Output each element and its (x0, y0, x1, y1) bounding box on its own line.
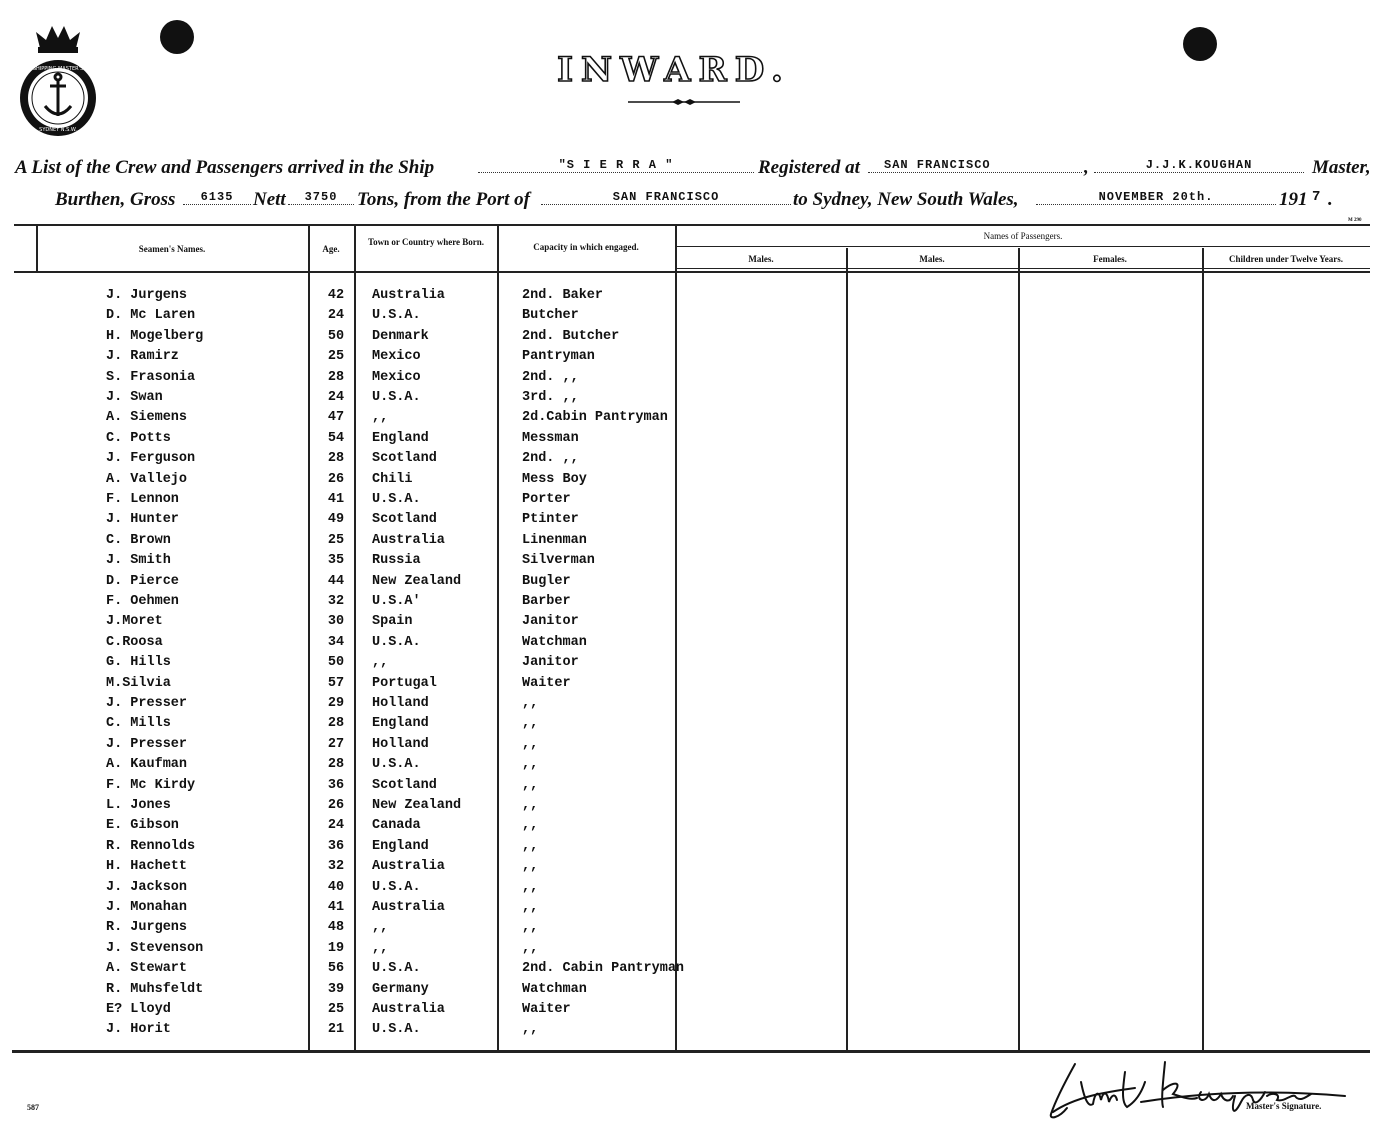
crew-name: E. Gibson (106, 818, 179, 834)
crew-name: A. Vallejo (106, 471, 188, 487)
crew-birthplace: Russia (372, 553, 421, 569)
crew-birthplace: Australia (372, 859, 445, 875)
crew-birthplace: Australia (372, 288, 445, 303)
crew-birthplace: Scotland (372, 451, 437, 467)
crew-age: 24 (327, 818, 345, 834)
crew-capacity: ,, (522, 696, 539, 711)
subheader-rule (676, 268, 1370, 269)
crew-age: 28 (327, 757, 345, 773)
crew-birthplace: U.S.A' (372, 594, 421, 609)
crew-birthplace: England (372, 716, 429, 732)
crew-age: 30 (327, 614, 345, 630)
crew-capacity: ,, (522, 1022, 539, 1038)
crew-age: 41 (327, 492, 345, 507)
table-row (0, 512, 1383, 532)
table-row (0, 961, 1383, 981)
punch-hole-left (160, 20, 194, 54)
nett-tonnage-field: 3750 (288, 190, 354, 205)
table-row (0, 349, 1383, 369)
crew-age: 47 (327, 410, 345, 426)
crew-capacity: Watchman (522, 981, 587, 997)
crew-name: J. Presser (106, 696, 188, 711)
crew-capacity: 2nd. ,, (522, 451, 579, 467)
crew-name: J. Presser (106, 736, 188, 752)
crew-age: 48 (327, 920, 345, 936)
crew-capacity: Waiter (522, 675, 571, 691)
departure-port-field: SAN FRANCISCO (541, 190, 791, 205)
table-row (0, 390, 1383, 410)
crew-birthplace: ,, (372, 655, 389, 671)
crew-birthplace: ,, (372, 940, 389, 956)
crew-age: 28 (327, 451, 345, 467)
crew-age: 28 (327, 716, 345, 732)
crew-age: 50 (327, 655, 345, 671)
table-row (0, 308, 1383, 328)
crew-birthplace: Mexico (372, 369, 421, 385)
crew-name: R. Rennolds (106, 838, 196, 854)
crew-capacity: 2nd. Baker (522, 288, 604, 303)
crew-birthplace: ,, (372, 410, 389, 426)
table-row (0, 716, 1383, 736)
crew-capacity: ,, (522, 736, 539, 752)
crew-capacity: ,, (522, 757, 539, 773)
crew-age: 41 (327, 900, 345, 915)
table-row (0, 737, 1383, 757)
crew-name: G. Hills (106, 655, 171, 671)
crew-age: 49 (327, 512, 345, 528)
crew-birthplace: Scotland (372, 512, 437, 528)
crew-name: J. Swan (106, 390, 163, 405)
crew-capacity: ,, (522, 798, 539, 813)
table-row (0, 1022, 1383, 1042)
crew-name: H. Hachett (106, 859, 188, 875)
crew-capacity: ,, (522, 920, 539, 936)
crew-capacity: ,, (522, 838, 539, 854)
table-row (0, 941, 1383, 961)
crew-capacity: Messman (522, 430, 579, 446)
tons-port-label: Tons, from the Port of (357, 189, 530, 210)
table-row (0, 472, 1383, 492)
table-row (0, 1002, 1383, 1022)
crew-name: E? Lloyd (106, 1002, 171, 1017)
crew-capacity: Porter (522, 492, 571, 507)
crew-age: 25 (327, 349, 345, 365)
crew-age: 26 (327, 471, 345, 487)
crew-name: A. Stewart (106, 961, 188, 977)
form-number: 587 (27, 1103, 39, 1112)
crew-capacity: ,, (522, 859, 539, 875)
crew-name: R. Muhsfeldt (106, 981, 204, 997)
table-row (0, 982, 1383, 1002)
crew-birthplace: England (372, 430, 429, 446)
crew-name: J. Smith (106, 553, 171, 569)
svg-text:SHIPPING MASTER'S: SHIPPING MASTER'S (32, 66, 84, 72)
master-label: Master, (1312, 157, 1371, 178)
header-line1-prefix: A List of the Crew and Passengers arrived in the Ship (15, 157, 435, 178)
crew-birthplace: Mexico (372, 349, 421, 365)
crew-birthplace: Holland (372, 696, 429, 711)
crew-age: 35 (327, 553, 345, 569)
arrival-date-field: NOVEMBER 20th. (1036, 190, 1276, 205)
crew-name: A. Kaufman (106, 757, 188, 773)
col-header-children: Children under Twelve Years. (1228, 254, 1343, 264)
table-row (0, 431, 1383, 451)
crew-birthplace: U.S.A. (372, 757, 421, 773)
crew-birthplace: New Zealand (372, 798, 462, 813)
table-row (0, 574, 1383, 594)
table-row (0, 410, 1383, 430)
crew-birthplace: Scotland (372, 777, 437, 793)
crew-name: J. Ramirz (106, 349, 179, 365)
crew-age: 21 (327, 1022, 345, 1038)
table-row (0, 614, 1383, 634)
crew-age: 26 (327, 798, 345, 813)
table-row (0, 676, 1383, 696)
crew-age: 34 (327, 634, 345, 650)
crew-birthplace: Australia (372, 1002, 445, 1017)
crew-capacity: ,, (522, 777, 539, 793)
crew-name: J. Ferguson (106, 451, 196, 467)
table-row (0, 655, 1383, 675)
crew-birthplace: Australia (372, 900, 445, 915)
crew-name: D. Pierce (106, 573, 179, 589)
crew-name: C. Brown (106, 532, 171, 548)
crew-capacity: Waiter (522, 1002, 571, 1017)
col-header-born: Town or Country where Born. (367, 237, 485, 247)
crew-capacity: Ptinter (522, 512, 579, 528)
form-title: INWARD. (557, 50, 791, 90)
table-top-rule (14, 224, 1370, 226)
table-row (0, 778, 1383, 798)
crew-age: 36 (327, 838, 345, 854)
crew-birthplace: U.S.A. (372, 961, 421, 977)
crew-capacity: 2nd. Butcher (522, 328, 620, 344)
crew-capacity: ,, (522, 940, 539, 956)
crew-name: J. Jurgens (106, 288, 188, 303)
crew-birthplace: U.S.A. (372, 879, 421, 895)
crew-name: L. Jones (106, 798, 171, 813)
col-header-capacity: Capacity in which engaged. (533, 242, 639, 252)
ship-name-field: "S I E R R A " (478, 158, 754, 173)
table-row (0, 370, 1383, 390)
crew-birthplace: Australia (372, 532, 445, 548)
crew-name: J. Stevenson (106, 940, 204, 956)
table-row (0, 451, 1383, 471)
crew-age: 39 (327, 981, 345, 997)
crew-age: 42 (327, 288, 345, 303)
nett-label: Nett (253, 189, 286, 210)
crew-age: 25 (327, 532, 345, 548)
crew-age: 32 (327, 859, 345, 875)
header-bottom-rule (14, 271, 1370, 273)
crew-birthplace: Holland (372, 736, 429, 752)
crew-birthplace: U.S.A. (372, 492, 421, 507)
burthen-label: Burthen, Gross (55, 189, 176, 210)
crew-name: M.Silvia (106, 675, 171, 691)
table-row (0, 329, 1383, 349)
crew-name: F. Oehmen (106, 594, 179, 609)
crew-capacity: ,, (522, 900, 539, 915)
crew-birthplace: England (372, 838, 429, 854)
crew-age: 24 (327, 390, 345, 405)
crew-age: 44 (327, 573, 345, 589)
registered-port-field: SAN FRANCISCO (868, 158, 1082, 173)
crew-age: 56 (327, 961, 345, 977)
crew-birthplace: U.S.A. (372, 634, 421, 650)
signature-label: Master's Signature. (1246, 1101, 1322, 1111)
crew-capacity: Barber (522, 594, 571, 609)
col-header-females: Females. (1093, 254, 1127, 264)
table-row (0, 818, 1383, 838)
crew-name: F. Lennon (106, 492, 179, 507)
registered-label: Registered at (758, 157, 860, 178)
gross-tonnage-field: 6135 (183, 190, 251, 205)
table-row (0, 880, 1383, 900)
crew-capacity: Bugler (522, 573, 571, 589)
crew-capacity: ,, (522, 716, 539, 732)
col-header-seamen: Seamen's Names. (138, 244, 206, 254)
crew-age: 57 (327, 675, 345, 691)
table-row (0, 920, 1383, 940)
crew-age: 40 (327, 879, 345, 895)
crew-capacity: ,, (522, 818, 539, 834)
master-name-field: J.J.K.KOUGHAN (1094, 158, 1304, 173)
crew-birthplace: ,, (372, 920, 389, 936)
crew-age: 24 (327, 308, 345, 324)
table-row (0, 492, 1383, 512)
crew-age: 28 (327, 369, 345, 385)
master-signature-handwritten (1045, 1052, 1350, 1122)
crew-name: A. Siemens (106, 410, 188, 426)
crew-capacity: 3rd. ,, (522, 390, 579, 405)
crew-age: 25 (327, 1002, 345, 1017)
crew-age: 54 (327, 430, 345, 446)
crew-capacity: 2nd. ,, (522, 369, 579, 385)
crew-birthplace: New Zealand (372, 573, 462, 589)
crew-birthplace: Portugal (372, 675, 437, 691)
crew-name: J. Monahan (106, 900, 188, 915)
crew-birthplace: Denmark (372, 328, 429, 344)
crew-age: 27 (327, 736, 345, 752)
form-code: M 290 (1348, 218, 1362, 223)
crew-age: 50 (327, 328, 345, 344)
title-ornament (628, 98, 740, 106)
crew-capacity: Janitor (522, 614, 579, 630)
year-prefix: 191 (1279, 189, 1308, 210)
crew-birthplace: U.S.A. (372, 1022, 421, 1038)
col-header-males1: Males. (748, 254, 774, 264)
year-suffix: 7 (1312, 189, 1321, 205)
svg-text:SYDNEY N.S.W.: SYDNEY N.S.W. (39, 127, 77, 133)
crew-age: 36 (327, 777, 345, 793)
table-row (0, 798, 1383, 818)
crew-name: J. Horit (106, 1022, 171, 1038)
crew-birthplace: U.S.A. (372, 308, 421, 324)
table-row (0, 635, 1383, 655)
crew-name: F. Mc Kirdy (106, 777, 196, 793)
passenger-header-rule (676, 246, 1370, 247)
crew-capacity: Silverman (522, 553, 595, 569)
crew-name: R. Jurgens (106, 920, 188, 936)
col-header-age: Age. (322, 244, 340, 254)
crew-capacity: Linenman (522, 532, 587, 548)
col-header-males2: Males. (919, 254, 945, 264)
crew-birthplace: Germany (372, 981, 429, 997)
crew-name: J. Jackson (106, 879, 188, 895)
table-row (0, 696, 1383, 716)
destination-label: to Sydney, New South Wales, (793, 189, 1019, 210)
crew-age: 29 (327, 696, 345, 711)
crew-name: D. Mc Laren (106, 308, 196, 324)
crew-capacity: 2d.Cabin Pantryman (522, 410, 668, 426)
crew-name: C. Mills (106, 716, 171, 732)
table-row (0, 288, 1383, 308)
crew-birthplace: Canada (372, 818, 421, 834)
crew-capacity: 2nd. Cabin Pantryman (522, 961, 685, 977)
crew-birthplace: Chili (372, 471, 413, 487)
crew-age: 19 (327, 940, 345, 956)
crew-capacity: ,, (522, 879, 539, 895)
header-period: . (1328, 189, 1333, 210)
col-header-passengers: Names of Passengers. (983, 231, 1063, 241)
crew-birthplace: Spain (372, 614, 413, 630)
table-row (0, 553, 1383, 573)
crew-name: J.Moret (106, 614, 163, 630)
crew-capacity: Watchman (522, 634, 587, 650)
crew-name: C. Potts (106, 430, 171, 446)
crew-birthplace: U.S.A. (372, 390, 421, 405)
table-row (0, 757, 1383, 777)
table-row (0, 900, 1383, 920)
crew-name: S. Frasonia (106, 369, 196, 385)
table-row (0, 859, 1383, 879)
crew-capacity: Pantryman (522, 349, 595, 365)
crew-age: 32 (327, 594, 345, 609)
crew-capacity: Mess Boy (522, 471, 587, 487)
crew-name: H. Mogelberg (106, 328, 204, 344)
crew-name: J. Hunter (106, 512, 179, 528)
crew-name: C.Roosa (106, 634, 163, 650)
crew-capacity: Butcher (522, 308, 579, 324)
header-comma: , (1084, 157, 1089, 178)
crew-capacity: Janitor (522, 655, 579, 671)
table-row (0, 594, 1383, 614)
table-row (0, 839, 1383, 859)
table-row (0, 533, 1383, 553)
